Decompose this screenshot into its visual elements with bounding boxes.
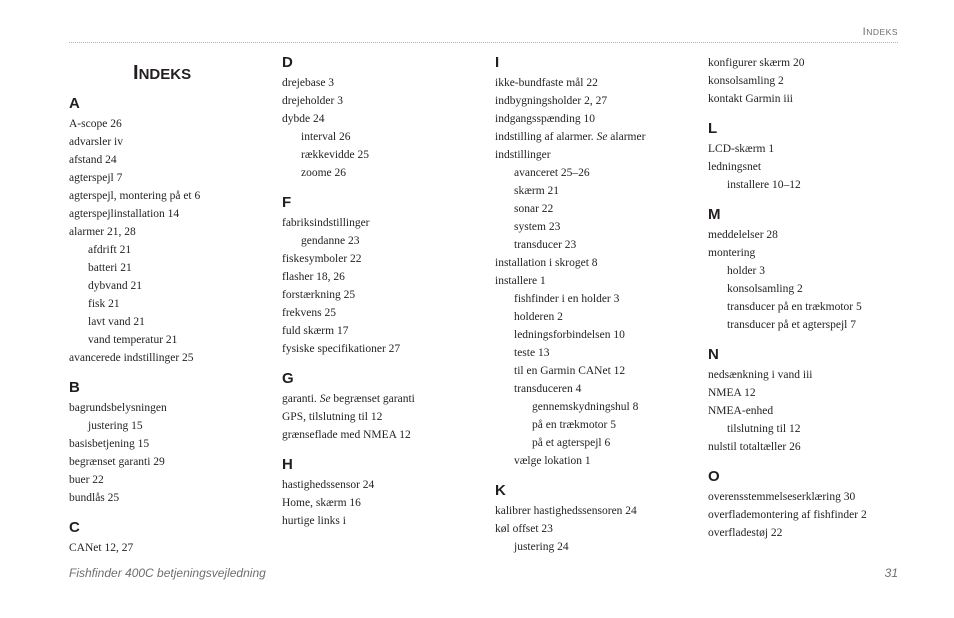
index-subentry: vand temperatur 21 xyxy=(88,334,178,346)
letter-heading-i: I xyxy=(495,54,500,71)
index-entry: meddelelser 28 xyxy=(708,229,778,241)
index-entry: dybde 24 xyxy=(282,113,325,125)
index-entry: bundlås 25 xyxy=(69,492,120,504)
index-subentry: dybvand 21 xyxy=(88,280,142,292)
index-entry: avancerede indstillinger 25 xyxy=(69,352,194,364)
index-subentry: zoome 26 xyxy=(301,167,347,179)
index-entry: fysiske specifikationer 27 xyxy=(282,343,401,355)
index-entry: alarmer 21, 28 xyxy=(69,226,136,238)
index-subentry: konsolsamling 2 xyxy=(727,283,803,295)
index-entry-crossref: indstilling af alarmer. Se alarmer xyxy=(495,131,646,143)
index-entry: installere 1 xyxy=(495,275,546,287)
index-entry: basisbetjening 15 xyxy=(69,438,150,450)
index-subentry: lavt vand 21 xyxy=(88,316,145,328)
letter-heading-f: F xyxy=(282,194,292,211)
index-entry: GPS, tilslutning til 12 xyxy=(282,411,383,423)
index-entry: CANet 12, 27 xyxy=(69,542,134,554)
index-subentry: fisk 21 xyxy=(88,298,120,310)
index-subentry: installere 10–12 xyxy=(727,179,801,191)
index-entry: indbygningsholder 2, 27 xyxy=(495,95,608,107)
index-subentry: skærm 21 xyxy=(514,185,560,197)
index-subentry: interval 26 xyxy=(301,131,351,143)
page-title: INDEKS xyxy=(133,62,192,84)
index-subentry: teste 13 xyxy=(514,347,550,359)
index-entry: A-scope 26 xyxy=(69,118,122,130)
index-entry: installation i skroget 8 xyxy=(495,257,598,269)
index-column-4 xyxy=(708,54,913,542)
index-entry: køl offset 23 xyxy=(495,523,553,535)
see-reference: Se xyxy=(319,393,331,405)
index-entry: fuld skærm 17 xyxy=(282,325,349,337)
index-subentry: transduceren 4 xyxy=(514,383,582,395)
index-subentry: system 23 xyxy=(514,221,561,233)
index-entry: drejeholder 3 xyxy=(282,95,343,107)
index-entry: agterspejl 7 xyxy=(69,172,123,184)
letter-heading-g: G xyxy=(282,370,294,387)
index-subentry: vælge lokation 1 xyxy=(514,455,591,467)
footer-manual-title: Fishfinder 400C betjeningsvejledning xyxy=(69,566,266,580)
letter-heading-h: H xyxy=(282,456,293,473)
index-entry: kontakt Garmin iii xyxy=(708,93,793,105)
index-entry: NMEA-enhed xyxy=(708,405,774,417)
index-entry: overflademontering af fishfinder 2 xyxy=(708,509,867,521)
index-entry: konfigurer skærm 20 xyxy=(708,57,805,69)
index-entry: advarsler iv xyxy=(69,136,123,148)
index-entry-crossref: garanti. Se begrænset garanti xyxy=(282,393,415,405)
index-entry: drejebase 3 xyxy=(282,77,335,89)
index-subsubentry: gennemskydningshul 8 xyxy=(532,401,639,413)
index-entry: hurtige links i xyxy=(282,515,346,527)
index-entry: hastighedssensor 24 xyxy=(282,479,375,491)
letter-heading-k: K xyxy=(495,482,506,499)
index-entry: buer 22 xyxy=(69,474,104,486)
index-subentry: ledningsforbindelsen 10 xyxy=(514,329,625,341)
index-entry: fabriksindstillinger xyxy=(282,217,370,229)
running-head: INDEKS xyxy=(862,26,898,38)
see-reference: Se xyxy=(596,131,608,143)
index-entry: agterspejl, montering på et 6 xyxy=(69,190,201,202)
index-entry: begrænset garanti 29 xyxy=(69,456,165,468)
letter-heading-a: A xyxy=(69,95,80,112)
index-subentry: holderen 2 xyxy=(514,311,563,323)
letter-heading-o: O xyxy=(708,468,720,485)
index-subentry: holder 3 xyxy=(727,265,766,277)
letter-heading-c: C xyxy=(69,519,80,536)
index-entry: frekvens 25 xyxy=(282,307,336,319)
letter-heading-n: N xyxy=(708,346,719,363)
index-subentry: rækkevidde 25 xyxy=(301,149,370,161)
index-subentry: transducer på et agterspejl 7 xyxy=(727,319,856,331)
letter-heading-m: M xyxy=(708,206,721,223)
index-subentry: justering 15 xyxy=(88,420,143,432)
index-entry: overfladestøj 22 xyxy=(708,527,783,539)
page-number: 31 xyxy=(884,566,898,580)
index-subentry: avanceret 25–26 xyxy=(514,167,590,179)
index-entry: fiskesymboler 22 xyxy=(282,253,362,265)
index-column-2 xyxy=(282,54,487,530)
index-subentry: fishfinder i en holder 3 xyxy=(514,293,620,305)
index-entry: NMEA 12 xyxy=(708,387,756,399)
index-entry: nulstil totaltæller 26 xyxy=(708,441,801,453)
index-entry: forstærkning 25 xyxy=(282,289,356,301)
letter-heading-b: B xyxy=(69,379,80,396)
index-subentry: sonar 22 xyxy=(514,203,554,215)
index-entry: afstand 24 xyxy=(69,154,117,166)
index-entry: kalibrer hastighedssensoren 24 xyxy=(495,505,637,517)
index-subsubentry: på en trækmotor 5 xyxy=(532,419,616,431)
index-entry: montering xyxy=(708,247,756,259)
index-subentry: tilslutning til 12 xyxy=(727,423,801,435)
index-entry: konsolsamling 2 xyxy=(708,75,784,87)
index-entry: ikke-bundfaste mål 22 xyxy=(495,77,598,89)
index-column-3 xyxy=(495,54,700,556)
index-subentry: transducer på en trækmotor 5 xyxy=(727,301,862,313)
header-rule xyxy=(69,42,898,43)
index-subentry: justering 24 xyxy=(514,541,569,553)
index-subentry: batteri 21 xyxy=(88,262,132,274)
index-subsubentry: på et agterspejl 6 xyxy=(532,437,611,449)
index-entry: LCD-skærm 1 xyxy=(708,143,775,155)
index-subentry: til en Garmin CANet 12 xyxy=(514,365,626,377)
index-entry: indgangsspænding 10 xyxy=(495,113,595,125)
index-entry: overensstemmelseserklæring 30 xyxy=(708,491,856,503)
index-subentry: transducer 23 xyxy=(514,239,577,251)
index-entry: ledningsnet xyxy=(708,161,762,173)
index-entry: indstillinger xyxy=(495,149,551,161)
index-entry: flasher 18, 26 xyxy=(282,271,345,283)
index-column-1 xyxy=(69,54,274,557)
index-subentry: gendanne 23 xyxy=(301,235,360,247)
index-entry: nedsænkning i vand iii xyxy=(708,369,813,381)
index-entry: bagrundsbelysningen xyxy=(69,402,167,414)
index-entry: Home, skærm 16 xyxy=(282,497,361,509)
index-subentry: afdrift 21 xyxy=(88,244,132,256)
index-entry: grænseflade med NMEA 12 xyxy=(282,429,411,441)
letter-heading-l: L xyxy=(708,120,718,137)
index-entry: agterspejlinstallation 14 xyxy=(69,208,180,220)
letter-heading-d: D xyxy=(282,54,293,71)
